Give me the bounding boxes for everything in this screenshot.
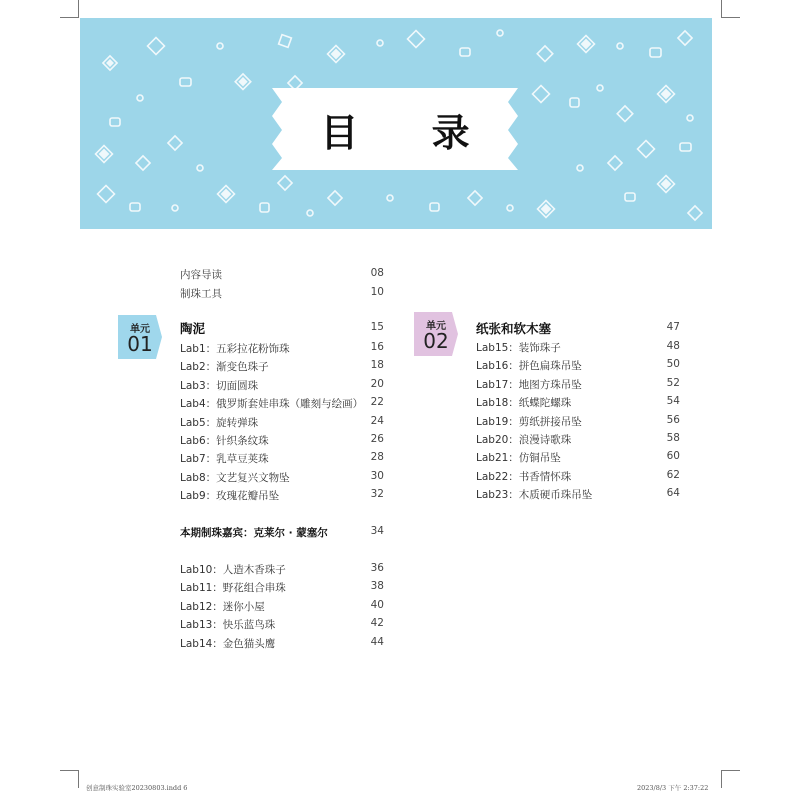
unit-badge-label: 单元 <box>426 321 446 332</box>
unit-page: 15 <box>370 321 384 333</box>
toc-entry-title: Lab15：装饰珠子 <box>476 342 561 354</box>
toc-entry-page: 18 <box>370 359 384 372</box>
toc-entry-page: 62 <box>666 468 680 481</box>
toc-entry-title: Lab13：快乐蓝鸟珠 <box>180 619 276 632</box>
unit-badge-label: 单元 <box>130 324 150 335</box>
toc-entry[interactable] <box>180 617 384 631</box>
toc-entry-title: Lab2：渐变色珠子 <box>180 361 269 374</box>
toc-entry-page: 42 <box>370 617 384 630</box>
toc-entry-page: 54 <box>666 395 680 408</box>
toc-entry-page: 38 <box>370 580 384 593</box>
toc-entry[interactable] <box>180 525 384 539</box>
toc-entry-page: 60 <box>666 450 680 463</box>
toc-entry[interactable] <box>180 562 384 576</box>
unit-badge-number: 01 <box>127 332 153 356</box>
toc-entry-title: Lab5：旋转弹珠 <box>180 416 259 429</box>
toc-entry[interactable] <box>180 396 384 410</box>
toc-entry[interactable] <box>180 599 384 613</box>
unit-badge-number: 02 <box>423 329 449 353</box>
unit-badge-01 <box>118 315 162 359</box>
page-title: 目 录 <box>320 109 500 155</box>
toc-entry[interactable] <box>476 358 680 372</box>
unit-heading-01[interactable] <box>180 320 384 336</box>
toc-entry-title: Lab12：迷你小屋 <box>180 600 265 613</box>
toc-entry-title: Lab17：地图方珠吊坠 <box>476 378 582 391</box>
crop-mark <box>721 770 722 788</box>
toc-entry[interactable] <box>180 286 384 300</box>
crop-mark <box>60 770 78 771</box>
toc-entry[interactable] <box>180 359 384 373</box>
header-banner <box>80 18 712 229</box>
toc-entry-title: Lab10：人造木香珠子 <box>180 564 286 576</box>
toc-entry-title: Lab14：金色猫头鹰 <box>180 637 276 650</box>
toc-entry-title: Lab20：浪漫诗歌珠 <box>476 434 572 446</box>
crop-mark <box>722 770 740 771</box>
crop-mark <box>78 770 79 788</box>
toc-entry-page: 32 <box>370 488 384 501</box>
title-plate <box>272 88 518 170</box>
toc-entry-page: 24 <box>370 414 384 427</box>
toc-entry[interactable] <box>180 341 384 355</box>
toc-entry-page: 16 <box>370 341 384 353</box>
toc-entry-page: 44 <box>370 635 384 648</box>
toc-entry[interactable] <box>180 470 384 484</box>
crop-mark <box>60 17 78 18</box>
toc-entry[interactable] <box>180 267 384 281</box>
toc-entry-page: 22 <box>370 396 384 409</box>
crop-mark <box>721 0 722 18</box>
footer-file-info: 创意制珠实验室20230803.indd 6 <box>86 784 188 792</box>
toc-entry[interactable] <box>180 636 384 650</box>
toc-entry[interactable] <box>180 488 384 502</box>
toc-entry-page: 26 <box>370 433 384 445</box>
toc-entry[interactable] <box>476 377 680 391</box>
toc-entry-title: Lab8：文艺复兴文物坠 <box>180 471 290 484</box>
toc-entry-title: Lab23：木质硬币珠吊坠 <box>476 489 593 502</box>
toc-entry[interactable] <box>476 487 680 501</box>
toc-entry-page: 64 <box>666 487 680 500</box>
toc-entry[interactable] <box>476 340 680 354</box>
unit-title: 陶泥 <box>180 321 206 336</box>
toc-entry-page: 20 <box>370 377 384 390</box>
toc-entry[interactable] <box>180 415 384 429</box>
toc-entry-title: 本期制珠嘉宾：克莱尔 · 蒙塞尔 <box>180 527 328 539</box>
toc-entry-page: 30 <box>370 469 384 482</box>
unit-title: 纸张和软木塞 <box>476 321 552 336</box>
toc-entry-page: 52 <box>666 376 680 389</box>
toc-entry[interactable] <box>180 451 384 465</box>
toc-entry-title: Lab22：书香情怀珠 <box>476 470 572 483</box>
toc-entry-title: Lab9：玫瑰花瓣吊坠 <box>180 490 280 503</box>
toc-entry-page: 36 <box>370 562 384 574</box>
toc-entry[interactable] <box>476 395 680 409</box>
toc-entry-page: 48 <box>666 340 680 352</box>
toc-entry-page: 28 <box>370 451 384 464</box>
toc-entry-title: 内容导读 <box>180 269 222 281</box>
toc-entry[interactable] <box>476 450 680 464</box>
toc-entry-title: Lab21：仿铜吊坠 <box>476 452 561 465</box>
toc-entry-title: Lab7：乳草豆荚珠 <box>180 453 269 466</box>
toc-entry-title: Lab18：纸蝶陀螺珠 <box>476 397 572 410</box>
toc-entry-page: 34 <box>370 525 384 537</box>
unit-badge-02 <box>414 312 458 356</box>
toc-entry-page: 08 <box>370 267 384 279</box>
footer-timestamp: 2023/8/3 下午 2:37:22 <box>637 784 709 792</box>
toc-entry-title: Lab16：拼色扁珠吊坠 <box>476 360 582 373</box>
crop-mark <box>722 17 740 18</box>
toc-entry[interactable] <box>476 414 680 428</box>
toc-entry-title: Lab19：剪纸拼接吊坠 <box>476 415 582 428</box>
toc-entry[interactable] <box>476 469 680 483</box>
toc-entry[interactable] <box>180 433 384 447</box>
toc-entry-page: 40 <box>370 598 384 611</box>
unit-page: 47 <box>666 321 680 333</box>
toc-entry[interactable] <box>180 378 384 392</box>
toc-entry-title: Lab3：切面圆珠 <box>180 379 259 392</box>
toc-entry[interactable] <box>180 580 384 594</box>
toc-entry-page: 58 <box>666 432 680 444</box>
toc-entry-page: 50 <box>666 358 680 371</box>
toc-entry-title: Lab6：针织条纹珠 <box>180 435 269 447</box>
crop-mark <box>78 0 79 18</box>
toc-entry[interactable] <box>476 432 680 446</box>
toc-entry-title: Lab1：五彩拉花粉饰珠 <box>180 343 290 355</box>
toc-entry-page: 10 <box>370 286 384 298</box>
toc-entry-title: Lab11：野花组合串珠 <box>180 582 286 595</box>
toc-entry-page: 56 <box>666 413 680 426</box>
toc-entry-title: Lab4：俄罗斯套娃串珠（雕刻与绘画） <box>180 398 364 411</box>
unit-heading-02[interactable] <box>476 320 680 336</box>
toc-entry-title: 制珠工具 <box>180 288 222 300</box>
